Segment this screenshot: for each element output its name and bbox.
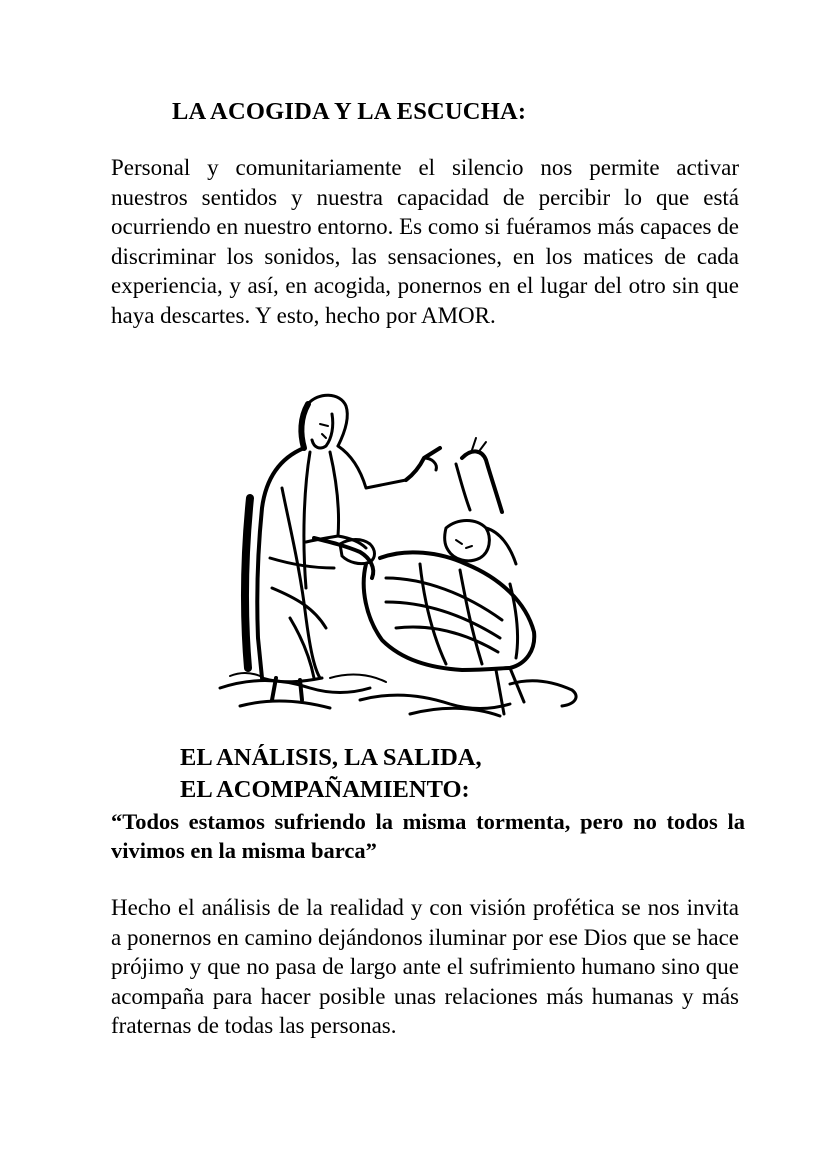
section-heading-analisis-line2: EL ACOMPAÑAMIENTO: — [180, 776, 470, 803]
section-heading-analisis-line1: EL ANÁLISIS, LA SALIDA, — [180, 744, 482, 771]
section-heading-analisis — [180, 742, 482, 806]
quote-tormenta: “Todos estamos sufriendo la misma tormenta, pero no todos la vivimos en la misma barca” — [111, 809, 745, 863]
illustration-drawing-icon — [210, 388, 590, 728]
section-heading-acogida: LA ACOGIDA Y LA ESCUCHA: — [172, 98, 527, 125]
paragraph-acogida: Personal y comunitariamente el silencio nos permite activar nuestros sentidos y nuestra capacidad de percibir lo que está ocurriendo en nuestro entorno. Es como si fuéramos más capaces de discriminar los sonidos, las sensaciones, en los matices de cada experiencia, y así, en acogida, ponernos en el lugar del otro sin que haya descartes. Y esto, hecho por AMOR. — [111, 155, 739, 328]
paragraph-analisis: Hecho el análisis de la realidad y con visión profética se nos invita a ponernos en camino dejándonos iluminar por ese Dios que se hace prójimo y que no pasa de largo ante el sufrimiento humano sino que acompaña para hacer posible unas relaciones más humanas y más fraternas de todas las personas. — [111, 895, 739, 1038]
